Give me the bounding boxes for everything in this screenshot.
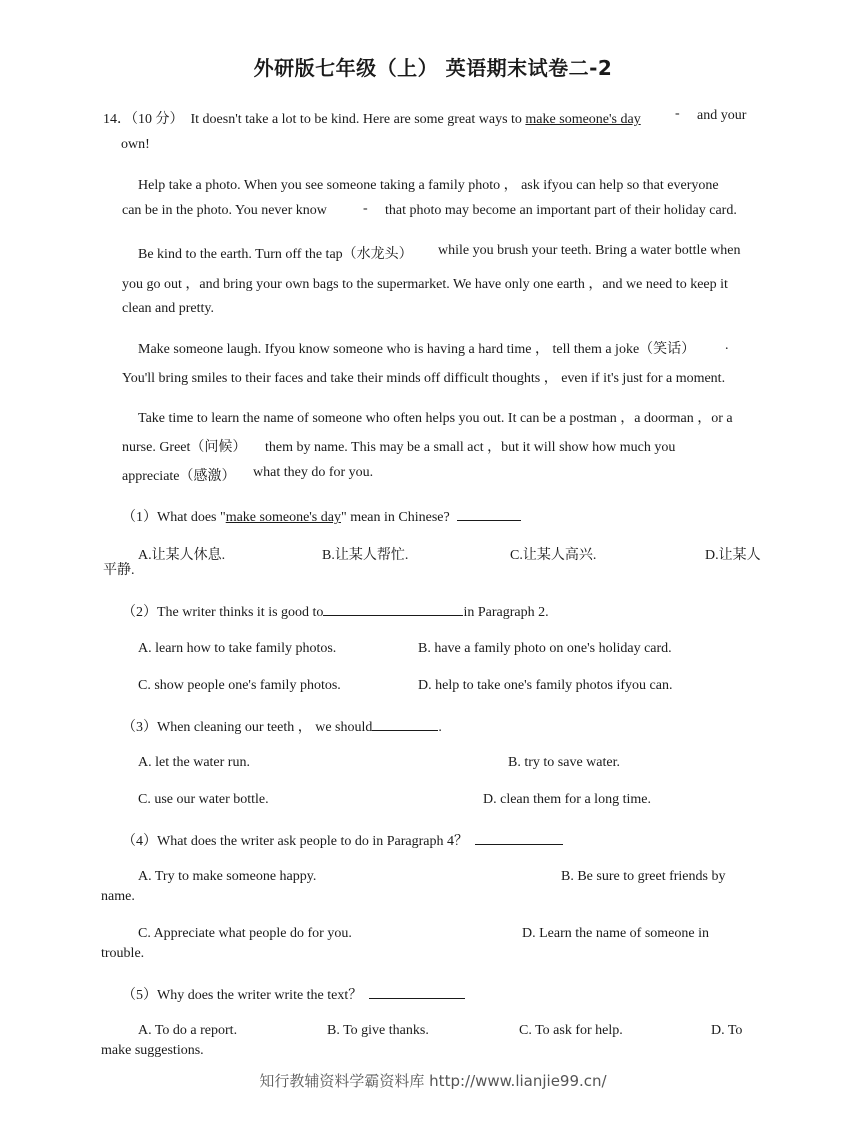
q1-option-a: A.让某人休息. <box>138 548 226 563</box>
q5-option-c: C. To ask for help. <box>519 1023 623 1038</box>
paragraph-1-dash: - <box>363 201 368 216</box>
q4-stem: （4）What does the writer ask people to do in Paragraph 4？ <box>122 830 563 850</box>
paragraph-4-line-2b: them by name. This may be a small act ，but it will show how much you <box>265 440 676 455</box>
q4-option-c: C. Appreciate what people do for you. <box>138 926 352 941</box>
footer-watermark: 知行教辅资料学霸资料库 http://www.lianjie99.cn/ <box>259 1072 607 1090</box>
q3-option-d: D. clean them for a long time. <box>483 792 651 807</box>
paragraph-3-line-1a: Make someone laugh. Ifyou know someone who is having a hard time ， tell them a joke（笑话） <box>138 342 696 357</box>
paragraph-1-line-2b: that photo may become an important part of their holiday card. <box>385 203 737 218</box>
q1-option-d: D.让某人 <box>705 548 761 563</box>
intro-text-line2: own! <box>121 137 150 152</box>
q1-option-c: C.让某人高兴. <box>510 548 597 563</box>
intro-phrase: make someone's day <box>525 112 641 127</box>
paragraph-4-line-1: Take time to learn the name of someone who often helps you out. It can be a postman ，a doorman ，or a <box>138 411 733 426</box>
q2-option-b: B. have a family photo on one's holiday card. <box>418 641 672 656</box>
q2-option-c: C. show people one's family photos. <box>138 678 341 693</box>
q4-option-d: D. Learn the name of someone in <box>522 926 709 941</box>
q3-option-c: C. use our water bottle. <box>138 792 269 807</box>
q5-option-d: D. To <box>711 1023 743 1038</box>
q2-option-a: A. learn how to take family photos. <box>138 641 337 656</box>
question-intro <box>103 108 641 128</box>
q3-option-a: A. let the water run. <box>138 755 250 770</box>
question-number: 14． <box>103 112 131 127</box>
q3-stem: （3）When cleaning our teeth ， we should . <box>122 716 442 736</box>
paragraph-4-line-2a: nurse. Greet（问候） <box>122 440 247 455</box>
paragraph-4-line-3a: appreciate（感激） <box>122 469 236 484</box>
question-points: （10 分） <box>131 112 184 127</box>
q5-option-b: B. To give thanks. <box>327 1023 429 1038</box>
paragraph-3-line-2: You'll bring smiles to their faces and take their minds off difficult thoughts ， even if it's just for a moment. <box>122 371 726 386</box>
q2-answer-blank[interactable] <box>323 602 463 616</box>
paragraph-2-line-3: clean and pretty. <box>122 301 214 316</box>
intro-text: It doesn't take a lot to be kind. Here are some great ways to <box>190 112 522 127</box>
q4-option-b: B. Be sure to greet friends by <box>561 869 726 884</box>
q4-answer-blank[interactable] <box>475 831 563 845</box>
q5-stem: （5）Why does the writer write the text？ <box>122 984 465 1004</box>
paragraph-1-line-2a: can be in the photo. You never know <box>122 203 327 218</box>
q3-option-b: B. try to save water. <box>508 755 620 770</box>
q1-option-b: B.让某人帮忙. <box>322 548 409 563</box>
q1-stem: （1）What does "make someone's day" mean in Chinese? <box>122 506 521 526</box>
q2-stem: （2）The writer thinks it is good to in Paragraph 2. <box>122 601 549 621</box>
q4-option-a: A. Try to make someone happy. <box>138 869 317 884</box>
paragraph-2-line-2: you go out ，and bring your own bags to the supermarket. We have only one earth ，and we need to keep it <box>122 277 728 292</box>
q4-option-b-cont: name. <box>101 889 135 904</box>
paragraph-1-line-1: Help take a photo. When you see someone taking a family photo ， ask ifyou can help so that everyone <box>138 178 719 193</box>
q3-answer-blank[interactable] <box>372 717 438 731</box>
q1-answer-blank[interactable] <box>457 507 521 521</box>
paragraph-4-line-3b: what they do for you. <box>253 465 374 480</box>
q2-option-d: D. help to take one's family photos ifyou can. <box>418 678 673 693</box>
intro-text-end: and your <box>697 108 747 123</box>
q4-option-d-cont: trouble. <box>101 946 145 961</box>
intro-dash: - <box>675 106 680 121</box>
paragraph-2-line-1b: while you brush your teeth. Bring a water bottle when <box>438 243 741 258</box>
q5-option-d-cont: make suggestions. <box>101 1043 204 1058</box>
page-title: 外研版七年级（上） 英语期末试卷二-2 <box>253 56 613 80</box>
q5-option-a: A. To do a report. <box>138 1023 238 1038</box>
paragraph-2-line-1a: Be kind to the earth. Turn off the tap（水龙头） <box>138 247 413 262</box>
q1-phrase: make someone's day <box>225 510 341 525</box>
q1-option-d-cont: 平静. <box>103 563 135 578</box>
paragraph-3-line-1b: . <box>725 338 729 353</box>
q5-answer-blank[interactable] <box>369 985 465 999</box>
